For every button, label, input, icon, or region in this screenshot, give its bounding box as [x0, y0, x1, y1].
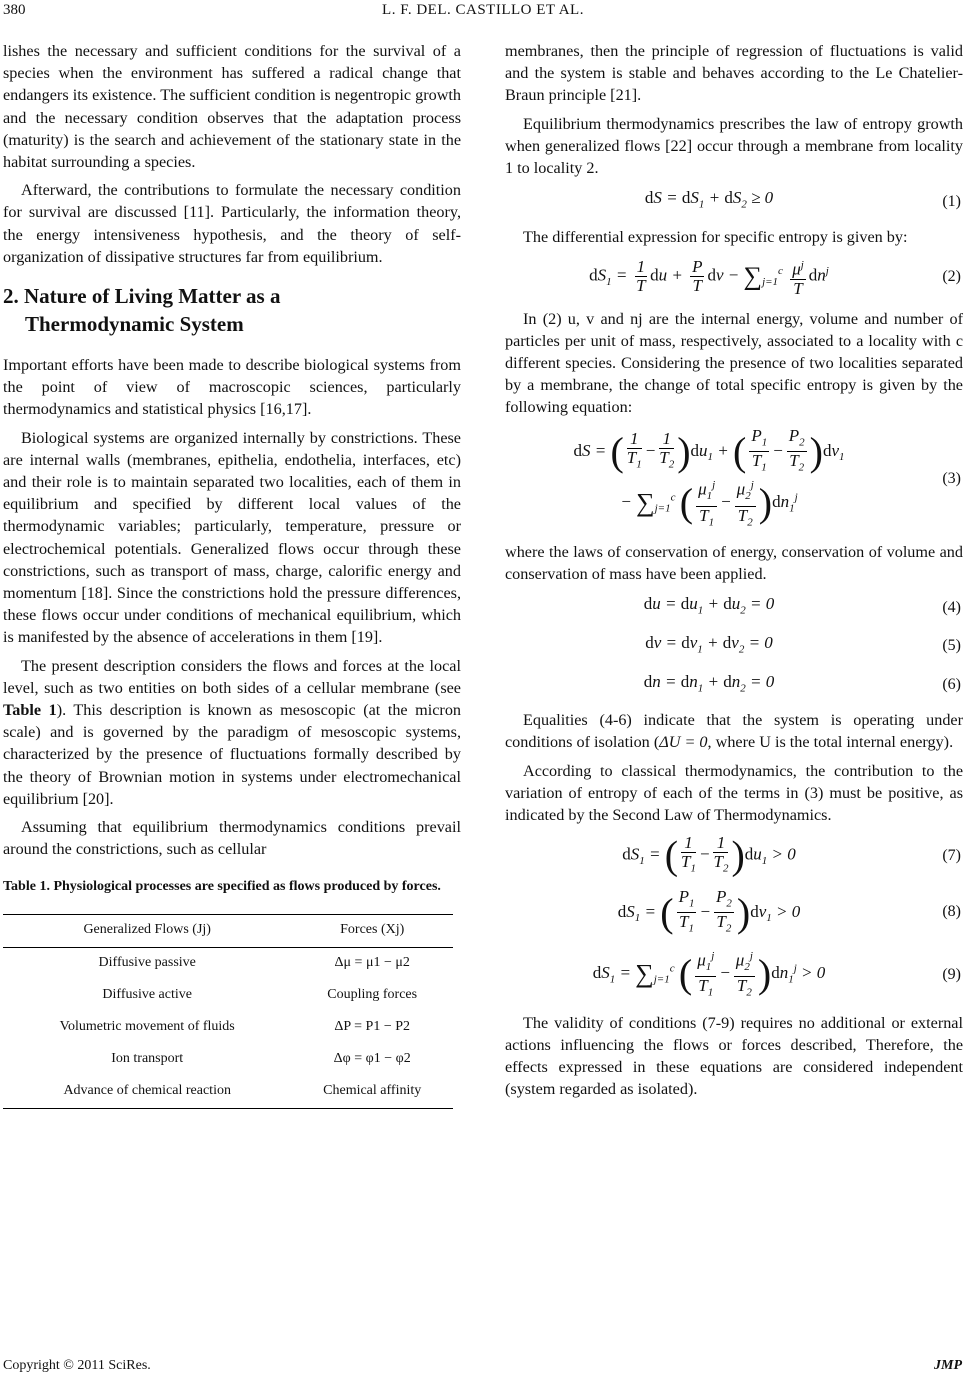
header-flows: Generalized Flows (Jj)	[83, 922, 211, 938]
paragraph: Afterward, the contributions to formulate the necessary condition for survival are discussed [11]. Particularly, the information theory, the energy intensiveness hypothesis, and the theory of self-organization of dissipative structures far from equilibrium.	[3, 181, 461, 266]
equation-1: dS = $dS_1 + dS_2 \ge 0$ (1)	[505, 187, 963, 216]
table-header-row	[3, 914, 453, 947]
paragraph: where the laws of conservation of energy, conservation of volume and conservation of mass have been applied.	[505, 542, 963, 584]
paragraph: In (2) u, v and nj are the internal energy, volume and number of particles per unit of mass, respectively, associated to a locality with c different species. Considering the presence of two localities separated by a membrane, the change of total specific entropy is given by the following equation:	[505, 309, 963, 417]
running-authors: L. F. DEL. CASTILLO ET AL.	[382, 2, 584, 18]
equation-7: $dS_1$ = ( $\frac{1}{T_1}$ − $\frac{1}{T_2}$ )$du_1 > 0$ (7)	[622, 832, 961, 878]
flow-cell: Advance of chemical reaction	[63, 1083, 231, 1099]
force-cell: Coupling forces	[327, 987, 418, 1003]
force-cell: Δφ = φ1 − φ2	[333, 1051, 411, 1067]
equation-number: (3)	[942, 469, 961, 487]
paragraph: According to classical thermodynamics, the contribution to the variation of entropy of each of the terms in (3) must be positive, as indicated by the Second Law of Thermodynamics.	[505, 761, 963, 824]
equation-6: dn = $dn_1 + dn_2 = 0$ (6)	[505, 671, 963, 700]
paragraph: Biological systems are organized internally by constrictions. These are internal walls (membranes, epithelia, endothelia, interfaces, etc) and their role is to maintain separated two localities, each of them in equilibrium and specified by different local values of the thermodynamic variables; particularly, temperature, pressure or electrochemical potentials. Generalized flows occur through these constrictions, such as transport of mass, charge, calorific energy and momentum [18]. Since the constrictions hold the pressure differences, these flows occur under conditions of mechanical equilibrium, which is manifested by the absence of accelerations in them [19].	[3, 428, 461, 647]
section-heading	[3, 282, 461, 338]
table-row	[3, 1012, 453, 1044]
equation-number: (4)	[942, 598, 961, 616]
force-cell: ΔP = P1 − P2	[334, 1019, 411, 1035]
paragraph: Equilibrium thermodynamics prescribes the law of entropy growth when generalized flows [22] occur through a membrane from locality 1 to locality 2.	[505, 114, 963, 178]
paragraph: The validity of conditions (7-9) requires no additional or external actions influencing the flows or forces described, Therefore, the effects expressed in these equations are considered independent (system regarded as isolated).	[505, 1013, 963, 1099]
paragraph	[3, 655, 461, 810]
text-run: Equalities (4-6) indicate that the system is operating under conditions of isolation (	[505, 711, 963, 752]
equation-5: dv = $dv_1 + dv_2 = 0$ (5)	[505, 632, 963, 661]
force-cell: Chemical affinity	[323, 1083, 422, 1099]
paragraph	[505, 709, 963, 753]
paragraph: membranes, then the principle of regression of fluctuations is valid and the system is stable and behaves according to the Le Chatelier-Braun principle [21].	[505, 42, 963, 105]
page-header	[0, 2, 966, 24]
equation-number: (1)	[942, 192, 961, 210]
flow-cell: Ion transport	[111, 1051, 184, 1067]
right-column	[505, 40, 963, 1107]
paragraph: Important efforts have been made to describe biological systems from the point of view of macroscopic sciences, particularly thermodynamics and statistical physics [16,17].	[3, 356, 461, 419]
flow-cell: Diffusive passive	[98, 955, 196, 971]
flows-forces-table	[3, 914, 453, 1109]
text-run: ). This description is known as mesoscopic (at the micron scale) and is governed by the paradigm of mesoscopic systems, characterized by the presence of fluctuations formally described by the theory of Brownian motion in systems under electromechanical equilibrium [20].	[3, 701, 462, 808]
left-column	[3, 40, 461, 1109]
equation-8: $dS_1$ = ( $\frac{P_1}{T_1}$ − $\frac{P_2}{T_2}$ )$dv_1 > 0$ (8)	[617, 886, 961, 935]
table-row	[3, 980, 453, 1012]
equation-number: (5)	[942, 637, 961, 655]
text-run: The present description considers the flows and forces at the local level, such as two entities on both sides of a cellular membrane (see	[3, 656, 461, 697]
equation-3: dS = ( $\frac{1}{T_1}$ − $\frac{1}{T_2}$ )$du_1$ + ( $\frac{P_1}{T_1}$ − $\frac{P_2}{T_2}$ )$dv_1$ − $\sum_{j=1}^c$ ( $\frac{\mu_1^j}{T_1}$ − $\frac{\mu_2^j}{T_2}$ )$dn_1^j$ (3)	[573, 425, 961, 528]
table-row	[3, 1076, 453, 1109]
copyright: Copyright © 2011 SciRes.	[3, 1358, 151, 1373]
equation-number: (9)	[942, 965, 961, 983]
flow-cell: Volumetric movement of fluids	[59, 1019, 235, 1035]
table-row	[3, 1044, 453, 1076]
paragraph: The differential expression for specific entropy is given by:	[523, 227, 908, 246]
paragraph: lishes the necessary and sufficient conditions for the survival of a species when the environment has suffered a radical change that endangers its existence. The sufficient condition is negentropic growth and the necessary condition observes that the adaptation process (maturity) is the search and achievement of the stationary state in the habitat surrounding a species.	[3, 42, 461, 172]
paragraph: Assuming that equilibrium thermodynamics conditions prevail around the constrictions, such as cellular	[3, 818, 461, 859]
text-run: , where U is the total internal energy).	[707, 733, 954, 752]
equation-number: (6)	[942, 675, 961, 693]
equation-number: (7)	[942, 846, 961, 864]
section-heading-line1: 2. Nature of Living Matter as a	[3, 284, 281, 309]
table-row	[3, 947, 453, 980]
equation-4: du = $du_1 + du_2 = 0$ (4)	[505, 593, 963, 622]
page-number: 380	[3, 2, 26, 18]
equation-2: $dS_1$ = $\frac{1}{T}$ du + $\frac{P}{T}$ dv − $\sum_{j=1}^c$ $\frac{\mu^j}{T}$ $dn^j$ (2)	[589, 257, 961, 298]
section-heading-line2: Thermodynamic System	[25, 312, 244, 337]
header-forces: Forces (Xj)	[340, 922, 405, 938]
flow-cell: Diffusive active	[102, 987, 192, 1003]
force-cell: Δμ = μ1 − μ2	[334, 955, 410, 971]
inline-math: ΔU = 0	[659, 733, 708, 752]
equation-9: $dS_1 = \sum_{j=1}^c$ ( $\frac{\mu_1^j}{T_1}$ − $\frac{\mu_2^j}{T_2}$ )$dn_1^j > 0$ (9)	[505, 947, 963, 1001]
equation-number: (2)	[942, 267, 961, 285]
journal-abbrev: JMP	[934, 1358, 962, 1373]
table-caption: Table 1. Physiological processes are specified as flows produced by forces.	[3, 878, 441, 894]
table-reference: Table 1	[3, 701, 57, 720]
equation-number: (8)	[942, 903, 961, 921]
